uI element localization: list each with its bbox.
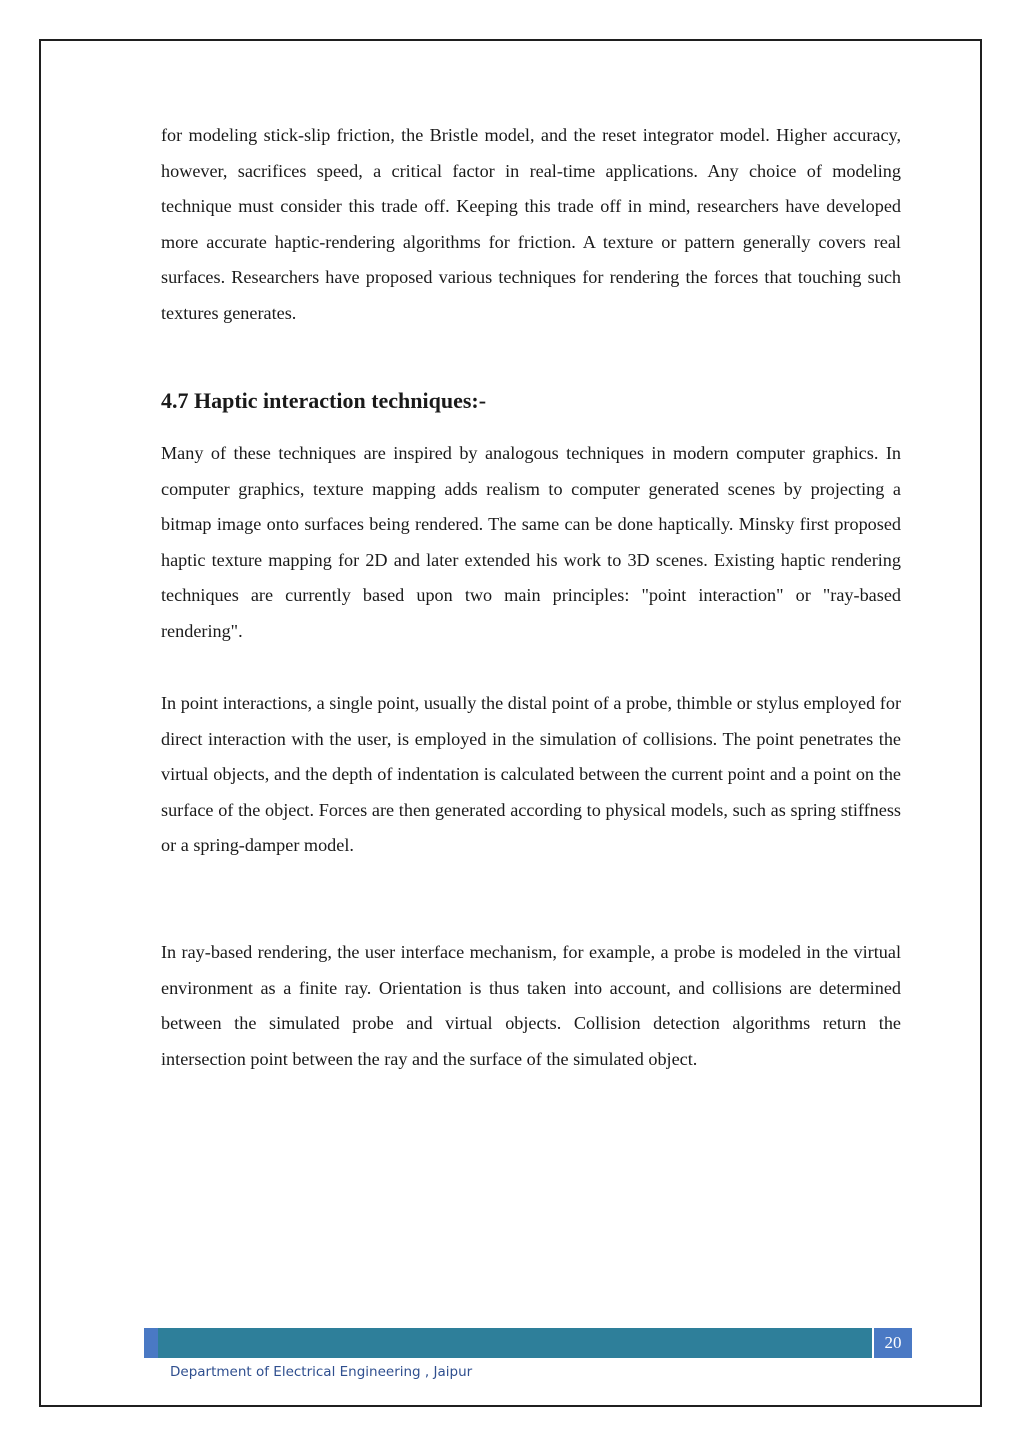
paragraph-techniques-overview: Many of these techniques are inspired by analogous techniques in modern computer graphics. In computer graphics, texture mapping adds realism to computer generated scenes by projecting a bitmap image onto surfaces being rendered. The same can be done haptically. Minsky first proposed haptic texture mapping for 2D and later extended his work to 3D scenes. Existing haptic rendering techniques are currently based upon two main principles: "point interaction" or "ray-based rendering".: [161, 443, 901, 641]
paragraph-ray-based-rendering: In ray-based rendering, the user interface mechanism, for example, a probe is modeled in the virtual environment as a finite ray. Orientation is thus taken into account, and collisions are determined between the simulated probe and virtual objects. Collision detection algorithms return the intersection point between the ray and the surface of the simulated object.: [161, 942, 901, 1069]
ray-based-block: [161, 935, 901, 1077]
footer-department: Department of Electrical Engineering , Jaipur: [170, 1364, 473, 1380]
techniques-block: [161, 436, 901, 650]
paragraph-friction-texture: for modeling stick-slip friction, the Bristle model, and the reset integrator model. Higher accuracy, however, sacrifices speed, a critical factor in real-time applications. Any choice of modeling technique must consider this trade off. Keeping this trade off in mind, researchers have developed more accurate haptic-rendering algorithms for friction. A texture or pattern generally covers real surfaces. Researchers have proposed various techniques for rendering the forces that touching such textures generates.: [161, 125, 901, 323]
page-number: 20: [874, 1328, 912, 1358]
section-heading: 4.7 Haptic interaction techniques:-: [161, 388, 487, 413]
footer-bar: [144, 1328, 912, 1358]
intro-block: [161, 118, 901, 332]
footer-bar-accent: [144, 1328, 158, 1358]
paragraph-point-interaction: In point interactions, a single point, usually the distal point of a probe, thimble or stylus employed for direct interaction with the user, is employed in the simulation of collisions. The point penetrates the virtual objects, and the depth of indentation is calculated between the current point and a point on the surface of the object. Forces are then generated according to physical models, such as spring stiffness or a spring-damper model.: [161, 693, 901, 856]
point-interaction-block: [161, 686, 901, 864]
footer-bar-band: [158, 1328, 872, 1358]
